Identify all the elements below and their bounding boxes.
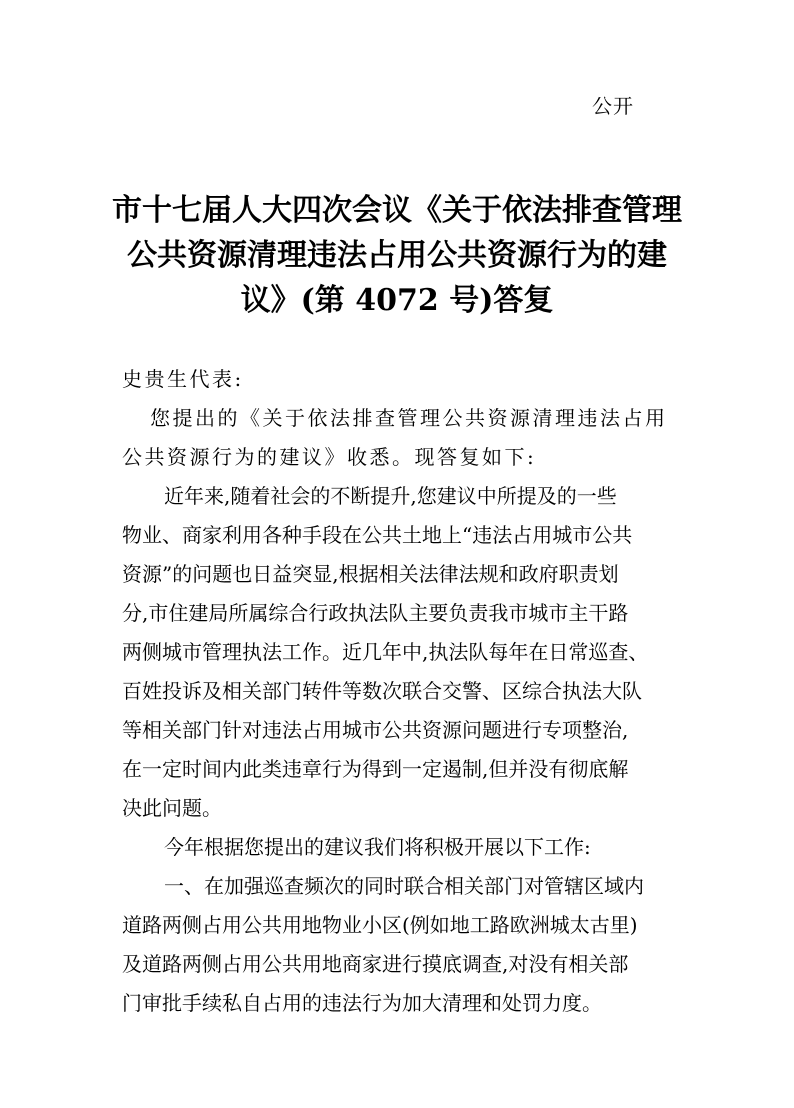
paragraph-line: 近年来,随着社会的不断提升,您建议中所提及的一些	[164, 484, 617, 508]
paragraph-line: 资源”的问题也日益突显,根据相关法律法规和政府职责划	[122, 562, 619, 586]
paragraph-line: 您提出的《关于依法排查管理公共资源清理违法占用	[150, 406, 668, 430]
title-line: 公共资源清理违法占用公共资源行为的建	[127, 238, 667, 273]
paragraph-line: 百姓投诉及相关部门转件等数次联合交警、区综合执法大队	[122, 679, 642, 703]
paragraph-line: 道路两侧占用公共用地物业小区(例如地工路欧洲城太古里)	[122, 913, 638, 937]
paragraph-line: 物业、商家利用各种手段在公共土地上“违法占用城市公共	[122, 523, 633, 547]
document-title	[112, 188, 682, 323]
paragraph-line: 决此问题。	[122, 796, 222, 820]
paragraph-line: 今年根据您提出的建议我们将积极开展以下工作:	[164, 835, 591, 859]
paragraph-line: 公共资源行为的建议》收悉。现答复如下:	[122, 445, 537, 469]
salutation: 史贵生代表:	[122, 367, 244, 391]
paragraph-line: 一、在加强巡查频次的同时联合相关部门对管辖区域内	[164, 874, 644, 898]
paragraph-line: 等相关部门针对违法占用城市公共资源问题进行专项整治,	[122, 718, 629, 742]
paragraph-line: 在一定时间内此类违章行为得到一定遏制,但并没有彻底解	[122, 757, 629, 781]
paragraph-line: 分,市住建局所属综合行政执法队主要负责我市城市主干路	[122, 601, 629, 625]
paragraph-line: 及道路两侧占用公共用地商家进行摸底调查,对没有相关部	[122, 952, 629, 976]
document-body	[122, 360, 690, 1023]
title-line: 议》(第 4072 号)答复	[240, 283, 554, 318]
paragraph-line: 两侧城市管理执法工作。近几年中,执法队每年在日常巡查、	[122, 640, 649, 664]
paragraph-line: 门审批手续私自占用的违法行为加大清理和处罚力度。	[122, 991, 602, 1015]
title-line: 市十七届人大四次会议《关于依法排查管理	[112, 193, 682, 228]
disclosure-mark: 公开	[592, 94, 634, 118]
